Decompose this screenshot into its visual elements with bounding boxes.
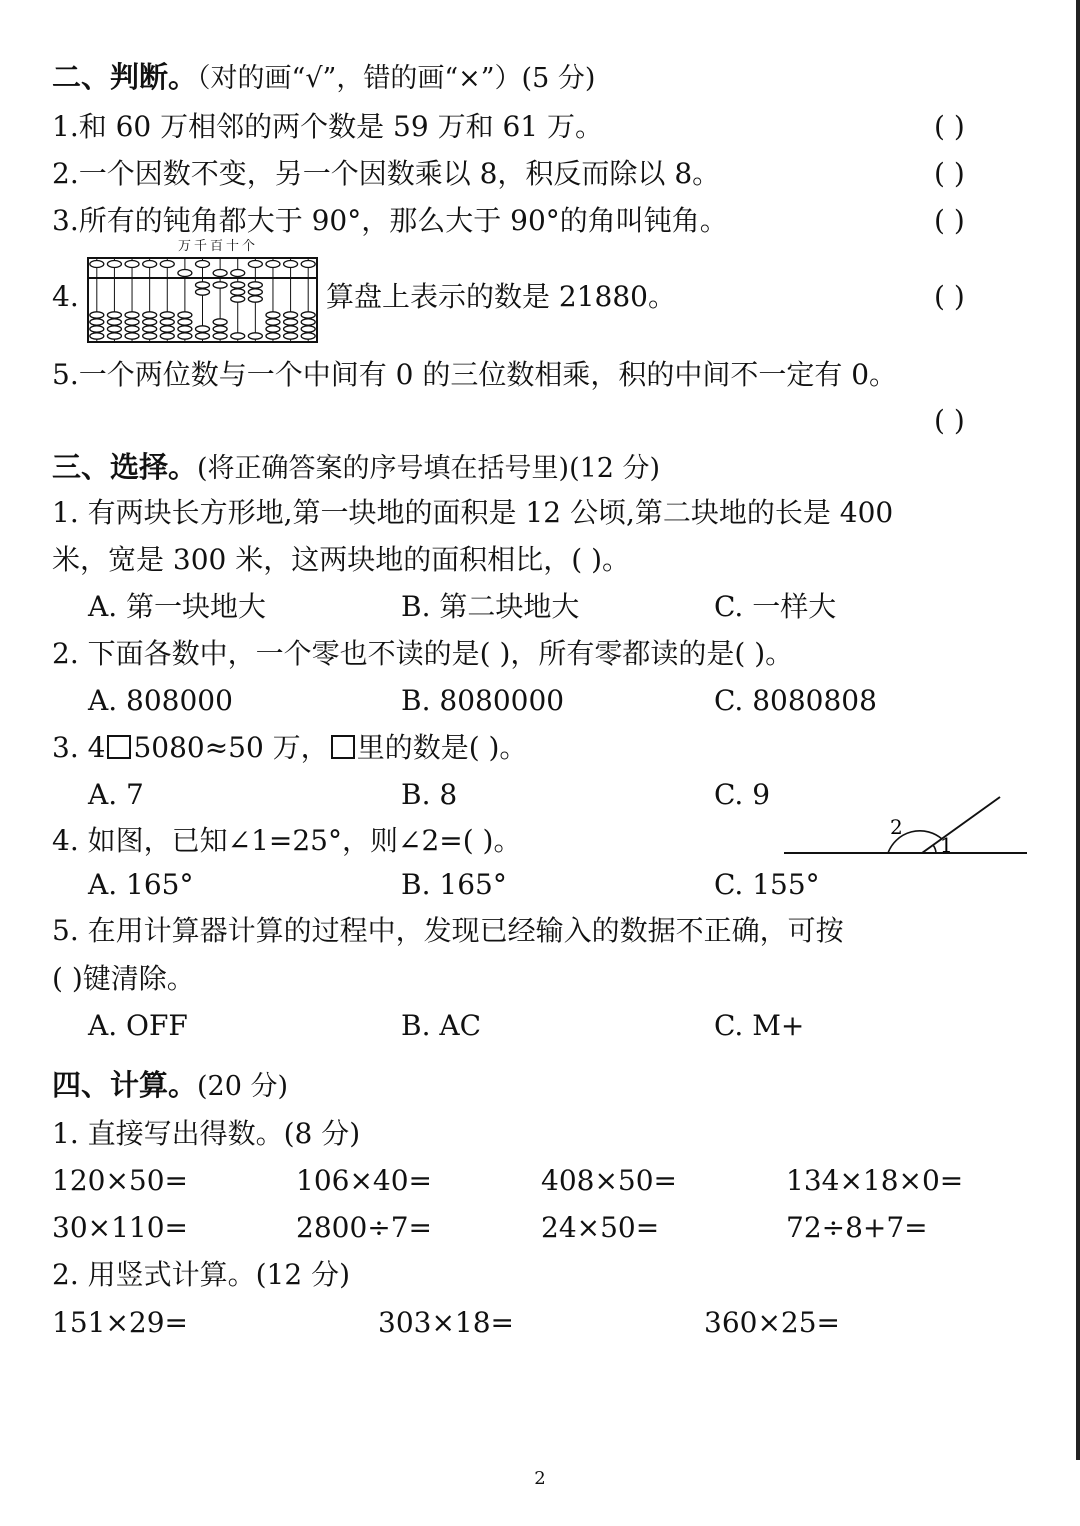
choice-q3-option-c[interactable]: C. 9	[714, 778, 771, 811]
calc-item: 30×110=	[52, 1211, 188, 1244]
calc-part1-title: 1. 直接写出得数。(8 分)	[52, 1117, 361, 1150]
choice-q5-line2: ( )键清除。	[52, 962, 195, 995]
judge-bracket-2[interactable]: ( )	[934, 157, 965, 190]
choice-q3-post2: 里的数是( )。	[356, 731, 528, 764]
choice-q3-pre: 3. 4	[52, 731, 106, 764]
choice-q2-option-a[interactable]: A. 808000	[88, 684, 233, 717]
judge-bracket-5[interactable]: ( )	[934, 404, 965, 437]
choice-q1-option-a[interactable]: A. 第一块地大	[88, 590, 267, 623]
judge-item-4: 算盘上表示的数是 21880。	[326, 280, 676, 313]
angle-arc-1	[933, 845, 936, 853]
choice-q3-option-a[interactable]: A. 7	[88, 778, 144, 811]
calc-item: 120×50=	[52, 1164, 188, 1197]
section2-heading	[52, 60, 595, 96]
judge-item-3: 3.所有的钝角都大于 90°，那么大于 90°的角叫钝角。	[52, 204, 728, 237]
angle-label-2: 2	[890, 815, 903, 839]
abacus-figure	[86, 239, 320, 346]
section4-note: (20 分)	[197, 1071, 289, 1102]
calc-item: 24×50=	[541, 1211, 660, 1244]
choice-q5-option-c[interactable]: C. M+	[714, 1009, 805, 1042]
page-edge-line	[1076, 0, 1080, 1460]
choice-q1-option-c[interactable]: C. 一样大	[714, 590, 837, 623]
judge-bracket-4[interactable]: ( )	[934, 280, 965, 313]
choice-q5-option-b[interactable]: B. AC	[401, 1009, 482, 1042]
section3-heading	[52, 450, 660, 486]
calc-part2-title: 2. 用竖式计算。(12 分)	[52, 1258, 350, 1291]
judge-item-1: 1.和 60 万相邻的两个数是 59 万和 61 万。	[52, 110, 604, 143]
choice-q3-option-b[interactable]: B. 8	[401, 778, 458, 811]
choice-q4-option-a[interactable]: A. 165°	[88, 868, 194, 901]
angle-diagram	[782, 792, 1032, 862]
choice-q2-option-c[interactable]: C. 8080808	[714, 684, 877, 717]
choice-q4-option-b[interactable]: B. 165°	[401, 868, 507, 901]
calc-item: 72÷8+7=	[786, 1211, 928, 1244]
judge-item-4-number: 4.	[52, 280, 79, 313]
blank-box-icon	[331, 735, 355, 759]
choice-q4-option-c[interactable]: C. 155°	[714, 868, 820, 901]
calc-item: 2800÷7=	[296, 1211, 432, 1244]
section4-title: 四、计算。	[52, 1068, 198, 1102]
choice-q2-line1: 2. 下面各数中，一个零也不读的是( )，所有零都读的是( )。	[52, 637, 794, 670]
vertical-calc-item: 151×29=	[52, 1306, 188, 1339]
vertical-calc-item: 360×25=	[704, 1306, 840, 1339]
judge-bracket-1[interactable]: ( )	[934, 110, 965, 143]
choice-q1-line2: 米，宽是 300 米，这两块地的面积相比，( )。	[52, 543, 630, 576]
blank-box-icon	[107, 735, 131, 759]
page-number: 2	[534, 1468, 546, 1489]
abacus-icon	[86, 256, 320, 346]
judge-item-5: 5.一个两位数与一个中间有 0 的三位数相乘，积的中间不一定有 0。	[52, 358, 898, 391]
section2-title: 二、判断。	[52, 60, 198, 94]
calc-item: 134×18×0=	[786, 1164, 964, 1197]
judge-item-2: 2.一个因数不变，另一个因数乘以 8，积反而除以 8。	[52, 157, 721, 190]
vertical-calc-item: 303×18=	[378, 1306, 514, 1339]
section4-heading	[52, 1068, 288, 1104]
abacus-place-labels: 万千百十个	[178, 239, 259, 254]
calc-item: 408×50=	[541, 1164, 677, 1197]
section3-title: 三、选择。	[52, 450, 198, 484]
section3-note: (将正确答案的序号填在括号里)(12 分)	[197, 453, 661, 484]
angle-label-1: 1	[940, 833, 953, 857]
choice-q1-line1: 1. 有两块长方形地,第一块地的面积是 12 公顷,第二块地的长是 400	[52, 496, 894, 529]
section2-note: （对的画“√”，错的画“×”）(5 分)	[197, 63, 596, 94]
choice-q2-option-b[interactable]: B. 8080000	[401, 684, 565, 717]
choice-q5-option-a[interactable]: A. OFF	[88, 1009, 188, 1042]
choice-q3-line1	[52, 731, 527, 765]
judge-bracket-3[interactable]: ( )	[934, 204, 965, 237]
calc-item: 106×40=	[296, 1164, 432, 1197]
choice-q1-option-b[interactable]: B. 第二块地大	[401, 590, 580, 623]
choice-q4-line1: 4. 如图，已知∠1=25°，则∠2=( )。	[52, 824, 522, 857]
choice-q3-post: 5080≈50 万，	[133, 731, 329, 764]
choice-q5-line1: 5. 在用计算器计算的过程中，发现已经输入的数据不正确，可按	[52, 914, 844, 947]
